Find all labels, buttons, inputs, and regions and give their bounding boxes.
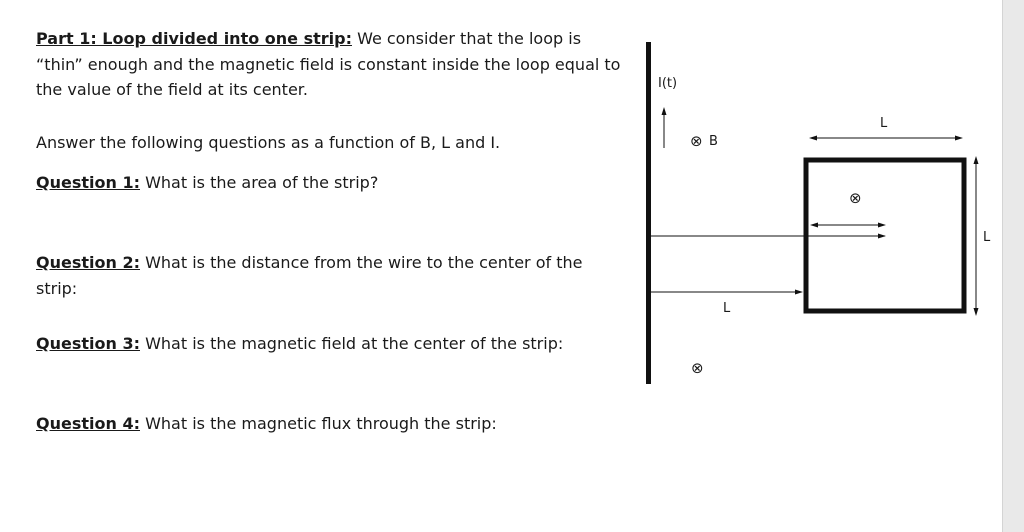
field-into-page-icon-bottom: ⊗	[691, 359, 704, 377]
instruction-text: Answer the following questions as a function of B, L and I.	[36, 133, 501, 152]
question-4-label: Question 4:	[36, 414, 140, 433]
width-arrow	[809, 136, 963, 141]
wire	[646, 42, 651, 384]
height-label: L	[983, 230, 991, 245]
part1-heading: Part 1: Loop divided into one strip:	[36, 29, 352, 48]
question-2-label: Question 2:	[36, 253, 140, 272]
current-label: I(t)	[658, 76, 678, 91]
field-label: B	[709, 134, 718, 149]
window-gutter	[1002, 0, 1024, 532]
distance-arrow	[651, 290, 803, 295]
center-arrowhead	[878, 234, 886, 239]
question-3-label: Question 3:	[36, 334, 140, 353]
inner-arrow	[810, 223, 886, 228]
current-arrow	[662, 107, 667, 148]
question-3-text: What is the magnetic field at the center of the strip:	[139, 334, 564, 353]
distance-label: L	[723, 301, 731, 316]
field-into-page-icon: ⊗	[690, 132, 703, 150]
part1-text: We consider that the loop is “thin” enough and the magnetic field is constant inside the loop equal to the value of the field at its center.	[36, 29, 621, 99]
question-1-label: Question 1:	[36, 173, 140, 192]
width-label: L	[880, 116, 888, 131]
loop-field-icon: ⊗	[849, 189, 862, 207]
question-2-text: What is the distance from the wire to the center of the strip:	[36, 253, 583, 298]
height-arrow	[974, 156, 979, 316]
question-1-text: What is the area of the strip?	[139, 173, 379, 192]
question-4-text: What is the magnetic flux through the strip:	[139, 414, 497, 433]
